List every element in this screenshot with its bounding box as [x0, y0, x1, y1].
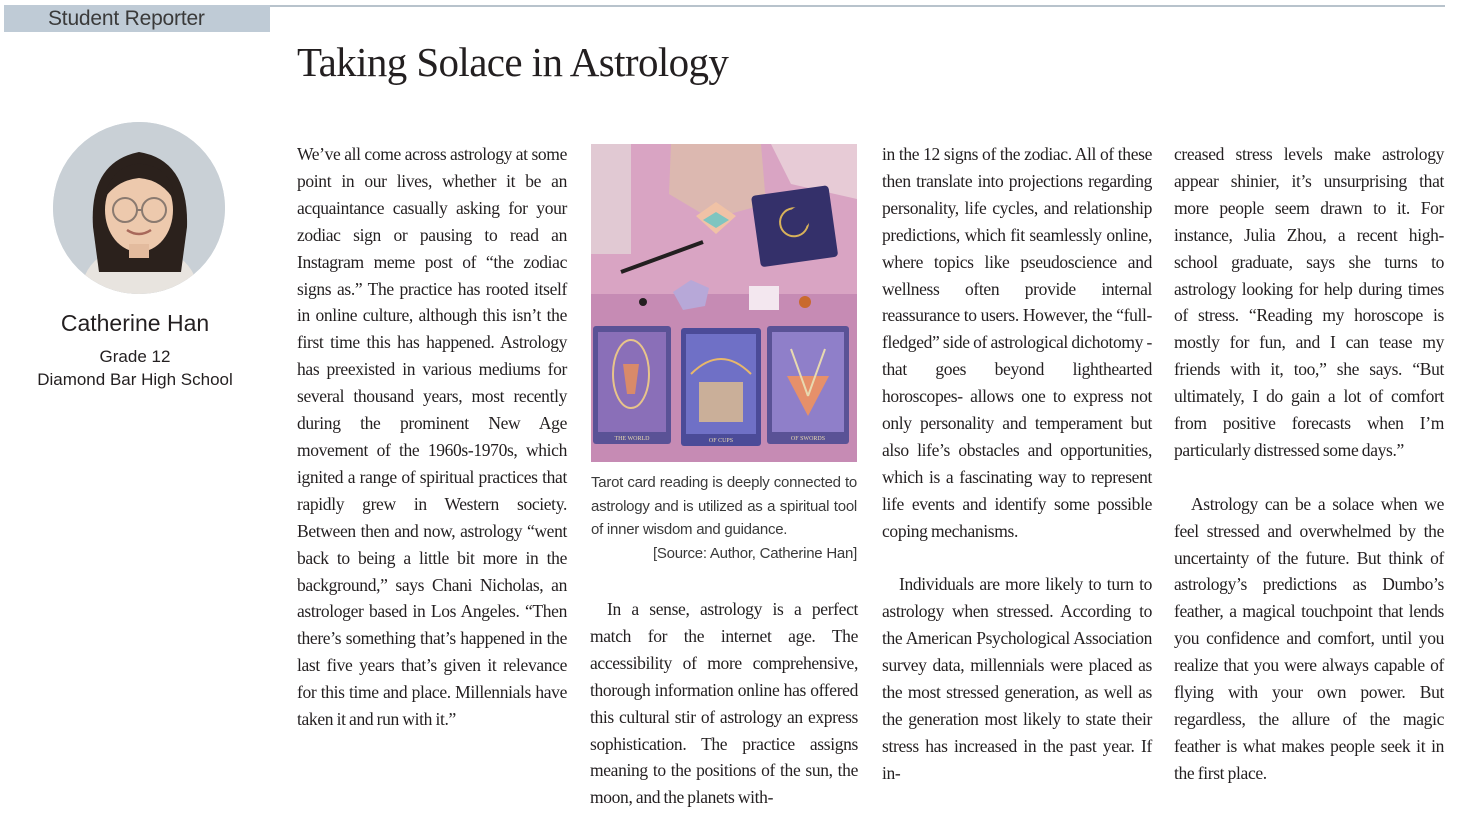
paragraph: In a sense, astrology is a perfect match for the internet age. The accessibility of more comprehensive, thorough information online has offered this cultural stir of astrology an express sophistication. The practice assigns meaning to the positions of the sun, the moon, and the planets with-: [590, 599, 858, 808]
card-label-1: THE WORLD: [614, 436, 650, 442]
article-column-1: [297, 141, 567, 733]
section-label-bar: [4, 5, 270, 32]
paragraph: Individuals are more likely to turn to astrology when stressed. According to the American Psychological Association survey data, millennials were placed as the most stressed generation, as well as the generation most likely to state their stress has increased in the past year. If in-: [882, 574, 1152, 783]
article-column-4: [1174, 141, 1444, 787]
card-label-3: OF SWORDS: [790, 436, 826, 442]
author-photo: [53, 122, 225, 294]
section-label: Student Reporter: [48, 7, 205, 30]
caption-text: Tarot card reading is deeply connected to astrology and is utilized as a spiritual tool of inner wisdom and guidance.: [591, 474, 857, 538]
caption-source: [Source: Author, Catherine Han]: [652, 544, 857, 562]
photo-caption: [591, 471, 857, 565]
paragraph: creased stress levels make astrology appear shinier, it’s unsurprising that more people seem drawn to it. For instance, Julia Zhou, a recent high-school graduate, says she turns to astrology looking for help during times of stress. “Reading my horoscope is mostly for fun, and I can tease my friends with it, too,” she says. “But ultimately, I do gain a lot of comfort from positive forecasts when I’m particularly distressed some days.”: [1174, 144, 1444, 460]
header-rule: [270, 5, 1445, 7]
paragraph: Astrology can be a solace when we feel stressed and overwhelmed by the uncertainty of the future. But think of astrology’s predictions as Dumbo’s feather, a magical touchpoint that lends you confidence and comfort, until you realize that you were always capable of flying with your own power. But regardless, the allure of the magic feather is what makes people seek it in the first place.: [1174, 493, 1444, 783]
author-school: Diamond Bar High School: [37, 370, 233, 389]
article-column-3: [882, 141, 1152, 787]
paragraph: We’ve all come across astrology at some point in our lives, whether it be an acquaintance casually asking for your zodiac sign or pausing to read an Instagram meme post of “the zodiac signs as.” The practice has rooted itself in online culture, although this isn’t the first time this has happened. Astrology has preexisted in various mediums for several thousand years, most recently during the prominent New Age movement of the 1960s-1970s, which ignited a range of spiritual practices that rapidly grew in Western society. Between then and now, astrology “went back to being a little bit more in the background,” says Chani Nicholas, an astrologer based in Los Angeles. “Then there’s something that’s happened in the last five years that’s given it relevance for this time and place. Millennials have taken it and run with it.”: [297, 144, 567, 730]
headline: Taking Solace in Astrology: [297, 39, 729, 85]
article-column-2: [590, 596, 858, 811]
tarot-photo: [591, 144, 857, 462]
paragraph: in the 12 signs of the zodiac. All of these then translate into projections regarding personality, life cycles, and relationship predictions, which fit seamlessly online, where topics like pseudoscience and wellness often provide internal reassurance to users. However, the “full-fledged” side of astrological dichotomy -that goes beyond lighthearted horoscopes- allows one to express not only personality and temperament but also life’s obstacles and opportunities, which is a fascinating way to represent life events and identify some possible coping mechanisms.: [882, 144, 1152, 541]
author-grade: Grade 12: [99, 347, 171, 366]
author-name: Catherine Han: [60, 310, 210, 336]
card-label-2: OF CUPS: [708, 438, 734, 444]
